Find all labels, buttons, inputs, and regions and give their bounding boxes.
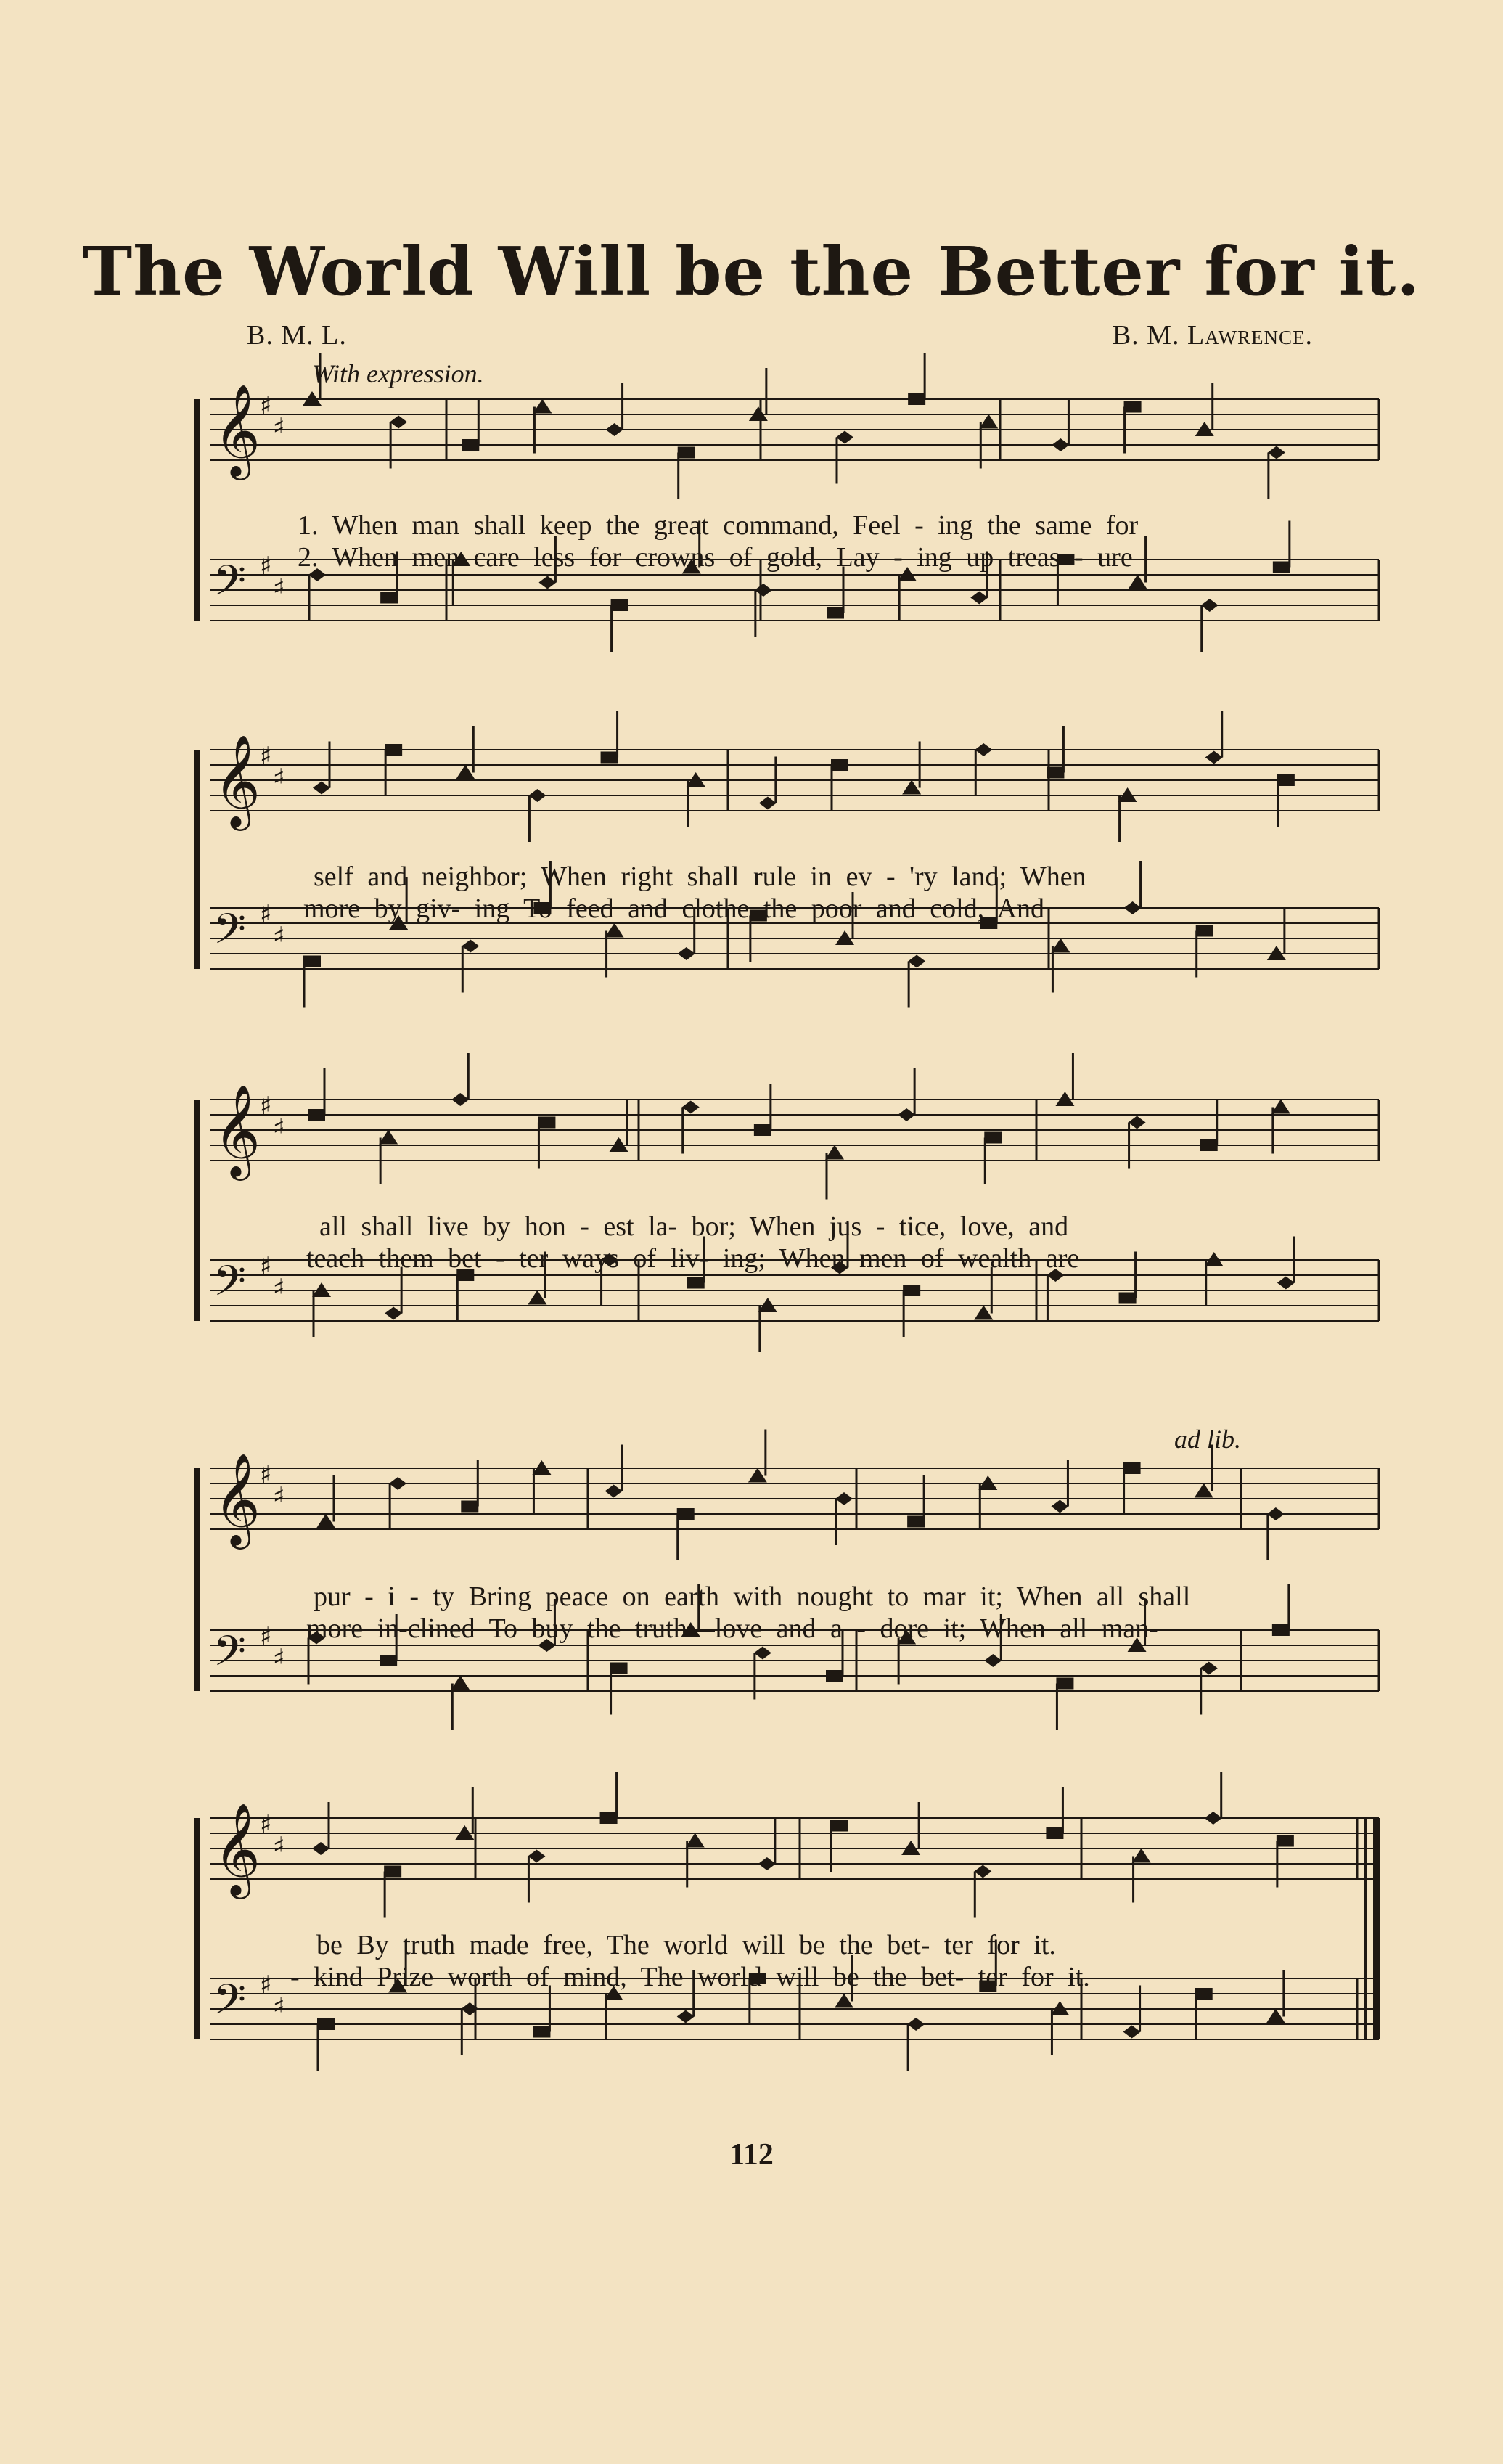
shape-note [1268, 446, 1285, 459]
shape-note [601, 752, 618, 764]
shape-note [984, 1654, 1002, 1667]
shape-note [1051, 938, 1070, 953]
sharp-sign: ♯ [260, 1252, 272, 1281]
shape-note [835, 1994, 853, 2008]
shape-note [831, 759, 848, 771]
shape-note [1051, 1500, 1068, 1513]
shape-note [1129, 575, 1147, 589]
sharp-sign: ♯ [260, 1810, 272, 1839]
shape-note [903, 1285, 920, 1296]
shape-note [825, 1145, 844, 1160]
system-brace [194, 1100, 200, 1321]
shape-note [451, 1093, 469, 1106]
words-credit: B. M. L. [247, 320, 347, 351]
shape-note [316, 1514, 335, 1528]
shape-note [380, 592, 398, 604]
shape-note [380, 1655, 397, 1666]
shape-note [461, 1501, 478, 1513]
shape-note [1129, 1116, 1146, 1129]
shape-note [390, 416, 407, 429]
shape-note [1047, 767, 1064, 779]
shape-note [1205, 751, 1223, 764]
shape-note [1046, 1827, 1063, 1839]
lyric-line: all shall live by hon - est la- bor; When jus - tice, love, and [319, 1211, 1069, 1242]
shape-note [605, 923, 624, 938]
lyric-line: be By truth made free, The world will be the bet- ter for it. [316, 1930, 1056, 1960]
shape-note [389, 1477, 406, 1490]
bass-clef: 𝄢 [213, 904, 247, 964]
bass-clef: 𝄢 [213, 556, 247, 615]
shape-note [898, 1108, 915, 1121]
sharp-sign: ♯ [260, 1970, 272, 2000]
shape-note [1277, 1835, 1294, 1847]
shape-note [538, 576, 556, 589]
treble-clef: 𝄞 [213, 383, 261, 476]
final-bar-thin [1364, 1818, 1367, 2039]
treble-clef: 𝄞 [213, 1802, 261, 1895]
sharp-sign: ♯ [273, 573, 285, 602]
shape-note [611, 599, 628, 611]
shape-note [456, 765, 475, 779]
shape-note [974, 1865, 991, 1878]
shape-note [606, 423, 623, 436]
music-credit: B. M. Lawrence. [1112, 320, 1313, 351]
shape-note [748, 1468, 767, 1483]
shape-note [317, 2018, 335, 2030]
shape-note [830, 1820, 848, 1832]
shape-note [538, 1117, 555, 1129]
system-brace [194, 1818, 200, 2039]
shape-note [605, 1485, 623, 1498]
shape-note [384, 1866, 401, 1878]
shape-note [687, 1277, 705, 1289]
shape-note [462, 439, 479, 451]
shape-note [826, 1670, 843, 1682]
lyric-line: teach them bet - ter ways of liv- ing; When men of wealth are [306, 1243, 1080, 1274]
page-number: 112 [729, 2138, 774, 2172]
shape-note [308, 1109, 325, 1121]
shape-note [908, 955, 925, 968]
shape-note [385, 1307, 402, 1320]
shape-note [533, 2026, 550, 2038]
shape-note [1124, 901, 1142, 914]
shape-note [528, 789, 546, 802]
shape-note [759, 797, 777, 810]
shape-note [979, 414, 998, 429]
bass-clef: 𝄢 [213, 1256, 247, 1316]
shape-note [1200, 1662, 1218, 1675]
shape-note [451, 1676, 470, 1690]
shape-note [528, 1850, 545, 1863]
system-brace [194, 750, 200, 969]
shape-note [462, 940, 479, 953]
bass-clef: 𝄢 [213, 1626, 247, 1686]
shape-note [908, 393, 925, 405]
ad-lib-marking: ad lib. [1174, 1425, 1242, 1454]
sharp-sign: ♯ [260, 391, 272, 420]
shape-note [1195, 1483, 1213, 1498]
shape-note [682, 1101, 700, 1114]
sharp-sign: ♯ [260, 552, 272, 581]
sharp-sign: ♯ [260, 900, 272, 929]
shape-note [1056, 1678, 1073, 1690]
shape-note [528, 1290, 546, 1305]
system-brace [194, 1468, 200, 1691]
sharp-sign: ♯ [260, 742, 272, 771]
shape-note [1123, 1462, 1141, 1474]
shape-note [677, 1508, 695, 1520]
shape-note [677, 2010, 695, 2023]
sharp-sign: ♯ [260, 1092, 272, 1121]
shape-note [313, 782, 330, 795]
shape-note [1195, 1988, 1213, 2000]
shape-note [974, 1306, 993, 1320]
shape-note [1205, 1812, 1222, 1825]
shape-note [758, 1857, 776, 1870]
shape-note [1052, 438, 1069, 451]
shape-note [600, 1812, 618, 1824]
sharp-sign: ♯ [273, 764, 285, 793]
shape-note [533, 399, 552, 414]
sharp-sign: ♯ [273, 1274, 285, 1303]
shape-note [1271, 1100, 1290, 1114]
shape-note [686, 1833, 705, 1848]
shape-note [1201, 599, 1219, 612]
sharp-sign: ♯ [273, 1832, 285, 1861]
shape-note [1277, 1277, 1295, 1290]
lyric-line: pur - i - ty Bring peace on earth with nought to mar it; When all shall [314, 1581, 1191, 1612]
lyric-line: 2. When men care less for crowns of gold, Lay - ing up treas - ure [298, 542, 1133, 573]
treble-clef: 𝄞 [213, 734, 261, 827]
sharp-sign: ♯ [273, 413, 285, 442]
shape-note [1132, 1849, 1151, 1863]
system-brace [194, 399, 200, 621]
shape-note [303, 956, 321, 967]
shape-note [379, 1130, 398, 1145]
shape-note [907, 2018, 925, 2031]
shape-note [1196, 925, 1213, 937]
shape-note [836, 431, 853, 444]
sharp-sign: ♯ [273, 922, 285, 951]
shape-note [835, 1492, 853, 1505]
shape-note [1119, 1293, 1137, 1304]
shape-note [902, 780, 921, 795]
sharp-sign: ♯ [273, 1482, 285, 1511]
bass-clef: 𝄢 [213, 1975, 247, 2034]
treble-clef: 𝄞 [213, 1084, 261, 1176]
shape-note [312, 1842, 329, 1855]
shape-note [755, 584, 772, 597]
shape-note [827, 607, 844, 619]
lyric-line: more in-clined To buy the truth—love and a - dore it; When all man- [306, 1613, 1158, 1644]
lyric-line: self and neighbor; When right shall rule in ev - 'ry land; When [314, 861, 1086, 892]
shape-note [1124, 401, 1142, 413]
shape-note [1200, 1139, 1218, 1151]
lyric-line: 1. When man shall keep the great command, Feel - ing the same for [298, 510, 1139, 541]
shape-note [975, 743, 992, 756]
shape-note [1266, 2009, 1285, 2023]
shape-note [1123, 2026, 1141, 2039]
shape-note [754, 1124, 771, 1136]
sharp-sign: ♯ [273, 1644, 285, 1673]
shape-note [754, 1647, 771, 1660]
treble-clef: 𝄞 [213, 1452, 261, 1545]
shape-note [678, 447, 695, 459]
shape-note [1273, 562, 1290, 573]
shape-note [1272, 1624, 1290, 1636]
shape-note [984, 1132, 1002, 1144]
shape-note [1277, 774, 1295, 786]
shape-note [385, 744, 402, 756]
shape-note [610, 1663, 628, 1674]
shape-note [907, 1516, 925, 1528]
tempo-marking: With expression. [312, 359, 484, 388]
sharp-sign: ♯ [273, 1113, 285, 1142]
lyric-line: more by giv- ing To feed and clothe the poor and cold, And [303, 893, 1045, 924]
final-bar-thick [1373, 1818, 1380, 2039]
sharp-sign: ♯ [273, 1992, 285, 2021]
shape-note [970, 592, 988, 605]
sharp-sign: ♯ [260, 1460, 272, 1489]
hymn-title: The World Will be the Better for it. [82, 232, 1421, 311]
shape-note [1267, 1507, 1285, 1520]
sharp-sign: ♯ [260, 1622, 272, 1651]
lyric-line: - kind Prize worth of mind, The world will be the bet- ter for it. [290, 1962, 1090, 1992]
shape-note [678, 947, 695, 960]
